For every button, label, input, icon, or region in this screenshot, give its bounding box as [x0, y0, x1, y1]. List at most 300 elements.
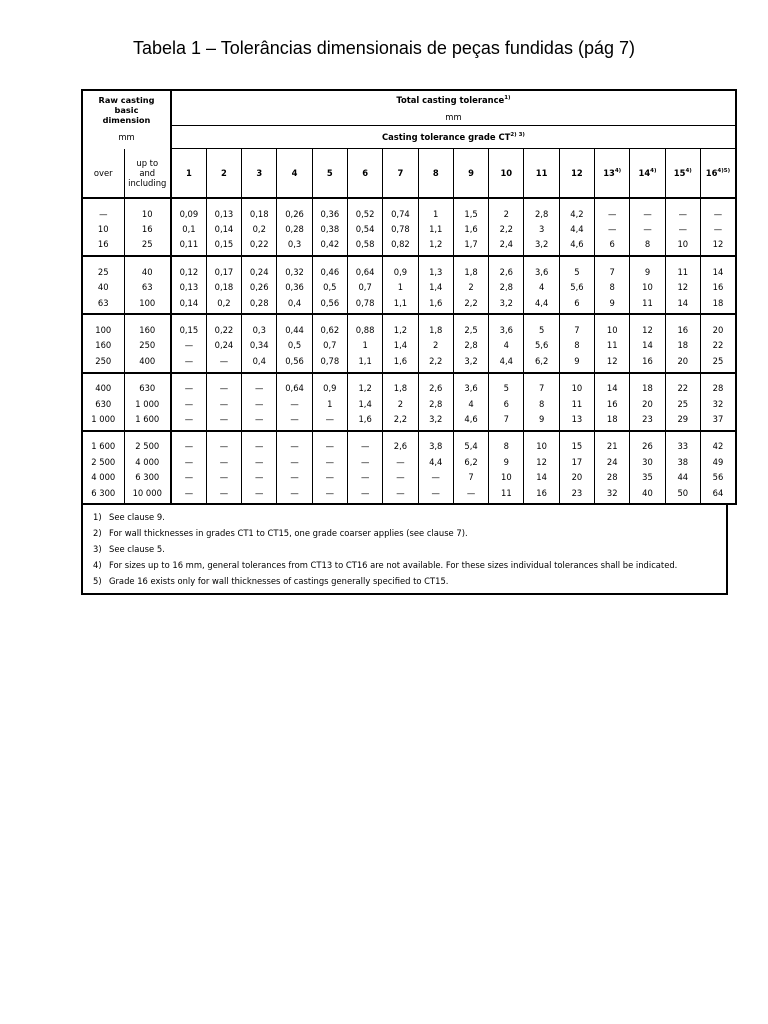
tolerance-cell: — — [206, 411, 241, 430]
tolerance-cell: — — [312, 469, 347, 484]
tolerance-cell: 1,6 — [383, 353, 418, 372]
tolerance-cell: 29 — [665, 411, 700, 430]
tolerance-cell: 2,4 — [489, 237, 524, 256]
tolerance-cell: 16 — [595, 396, 630, 411]
tolerance-cell: — — [242, 373, 277, 396]
tolerance-cell: 23 — [630, 411, 665, 430]
tolerance-cell: 0,22 — [242, 237, 277, 256]
tolerance-cell: 1,8 — [383, 373, 418, 396]
tolerance-cell: 4,4 — [524, 295, 559, 314]
tolerance-cell: 0,18 — [206, 280, 241, 295]
table-row — [82, 295, 736, 314]
tolerance-cell: 4 — [524, 280, 559, 295]
tolerance-cell: 6,2 — [453, 454, 488, 469]
grade-label: 4 — [291, 168, 298, 178]
dimension-over: 400 — [82, 373, 124, 396]
tolerance-cell: — — [171, 431, 206, 454]
footnote-number: 5) — [93, 576, 102, 587]
tolerance-cell: 0,11 — [171, 237, 206, 256]
tolerance-cell: 0,62 — [312, 314, 347, 337]
tolerance-cell: — — [171, 454, 206, 469]
dimension-over: 1 000 — [82, 411, 124, 430]
grade-label: 15 — [673, 168, 686, 178]
tolerance-cell: 12 — [665, 280, 700, 295]
tolerance-cell: 2,2 — [383, 411, 418, 430]
tolerance-sheet — [81, 89, 731, 595]
dimension-over: 630 — [82, 396, 124, 411]
tolerance-cell: — — [665, 198, 700, 221]
tolerance-cell: 4 — [453, 396, 488, 411]
tolerance-cell: 1,4 — [383, 338, 418, 353]
tolerance-cell: — — [206, 485, 241, 504]
tolerance-cell: 4,4 — [559, 221, 594, 236]
tolerance-cell: 11 — [630, 295, 665, 314]
tolerance-cell: — — [171, 373, 206, 396]
tolerance-cell: 8 — [559, 338, 594, 353]
footnotes — [81, 505, 728, 595]
tolerance-cell: 1,6 — [453, 221, 488, 236]
tolerance-cell: 1,1 — [418, 221, 453, 236]
dimension-over: 40 — [82, 280, 124, 295]
tolerance-cell: — — [206, 431, 241, 454]
tolerance-cell: 17 — [559, 454, 594, 469]
tolerance-cell: 2 — [383, 396, 418, 411]
dimension-over: 6 300 — [82, 485, 124, 504]
tolerance-cell: 0,64 — [347, 256, 382, 279]
tolerance-cell: 14 — [700, 256, 735, 279]
tolerance-cell: 1 — [312, 396, 347, 411]
ct-grade-header — [171, 126, 736, 149]
tolerance-cell: 0,26 — [242, 280, 277, 295]
tolerance-cell: 0,54 — [347, 221, 382, 236]
dimension-upto: 630 — [124, 373, 171, 396]
tolerance-cell: 1,1 — [347, 353, 382, 372]
tolerance-cell: 20 — [559, 469, 594, 484]
tolerance-cell: — — [242, 431, 277, 454]
table-row — [82, 256, 736, 279]
total-tolerance-label: Total casting tolerance — [396, 95, 505, 105]
tolerance-cell: 3,6 — [524, 256, 559, 279]
tolerance-cell: 1,4 — [347, 396, 382, 411]
footnote-item — [93, 541, 716, 557]
grade-label: 12 — [571, 168, 583, 178]
grade-label: 10 — [500, 168, 513, 178]
tolerance-cell: 13 — [559, 411, 594, 430]
grade-header-ct4 — [277, 149, 312, 199]
dimension-over: 1 600 — [82, 431, 124, 454]
tolerance-cell: 15 — [559, 431, 594, 454]
grade-label: 8 — [432, 168, 439, 178]
tolerance-cell: 2,8 — [418, 396, 453, 411]
tolerance-cell: — — [312, 454, 347, 469]
tolerance-cell: 0,44 — [277, 314, 312, 337]
tolerance-cell: 7 — [524, 373, 559, 396]
tolerance-cell: 0,14 — [206, 221, 241, 236]
tolerance-cell: 10 — [630, 280, 665, 295]
tolerance-cell: 0,2 — [206, 295, 241, 314]
ct-grade-label: Casting tolerance grade CT — [381, 132, 511, 142]
tolerance-cell: — — [171, 338, 206, 353]
tolerance-cell: 24 — [595, 454, 630, 469]
tolerance-cell: 12 — [524, 454, 559, 469]
tolerance-cell: 2,2 — [418, 353, 453, 372]
tolerance-cell: 11 — [559, 396, 594, 411]
tolerance-cell: 0,42 — [312, 237, 347, 256]
dimension-over: 16 — [82, 237, 124, 256]
grade-label: 7 — [397, 168, 404, 178]
table-row — [82, 280, 736, 295]
tolerance-cell: 56 — [700, 469, 735, 484]
tolerance-cell: 25 — [665, 396, 700, 411]
tolerance-cell: 4,6 — [559, 237, 594, 256]
tolerance-cell: 14 — [630, 338, 665, 353]
tolerance-cell: 10 — [489, 469, 524, 484]
tolerance-cell: — — [171, 353, 206, 372]
tolerance-cell: — — [242, 411, 277, 430]
footnote-text: For wall thicknesses in grades CT1 to CT15, one grade coarser applies (see clause 7). — [109, 528, 468, 539]
tolerance-cell: — — [277, 469, 312, 484]
dimension-over: 160 — [82, 338, 124, 353]
tolerance-cell: 3,2 — [453, 353, 488, 372]
tolerance-cell: 14 — [665, 295, 700, 314]
footnote-text: Grade 16 exists only for wall thicknesses of castings generally specified to CT15. — [109, 576, 449, 587]
tolerance-cell: 1,2 — [347, 373, 382, 396]
tolerance-cell: 1,7 — [453, 237, 488, 256]
raw-casting-unit: mm — [82, 126, 171, 149]
tolerance-cell: — — [418, 469, 453, 484]
tolerance-cell: — — [206, 454, 241, 469]
tolerance-cell: 0,4 — [242, 353, 277, 372]
tolerance-cell: — — [595, 221, 630, 236]
tolerance-cell: 0,12 — [171, 256, 206, 279]
table-row — [82, 431, 736, 454]
tolerance-cell: — — [206, 469, 241, 484]
tolerance-cell: 11 — [489, 485, 524, 504]
tolerance-cell: 2,6 — [383, 431, 418, 454]
tolerance-cell: 0,88 — [347, 314, 382, 337]
tolerance-cell: — — [347, 431, 382, 454]
tolerance-cell: — — [630, 198, 665, 221]
tolerance-cell: 4,2 — [559, 198, 594, 221]
tolerance-cell: 2,2 — [489, 221, 524, 236]
dimension-over: 250 — [82, 353, 124, 372]
tolerance-cell: — — [171, 485, 206, 504]
tolerance-cell: 0,9 — [383, 256, 418, 279]
tolerance-cell: 3,6 — [453, 373, 488, 396]
tolerance-cell: 2,6 — [418, 373, 453, 396]
tolerance-cell: 18 — [630, 373, 665, 396]
tolerance-cell: 10 — [665, 237, 700, 256]
tolerance-cell: — — [171, 469, 206, 484]
total-tolerance-footnote-ref: 1) — [504, 95, 511, 102]
tolerance-cell: 1,2 — [383, 314, 418, 337]
tolerance-cell: 0,78 — [347, 295, 382, 314]
tolerance-cell: 20 — [700, 314, 735, 337]
grade-label: 6 — [362, 168, 369, 178]
tolerance-cell: 1,8 — [418, 314, 453, 337]
tolerance-cell: 0,1 — [171, 221, 206, 236]
tolerance-cell: 3,6 — [489, 314, 524, 337]
footnote-item — [93, 509, 716, 525]
tolerance-cell: 16 — [630, 353, 665, 372]
grade-footnote-ref: 4) — [614, 168, 622, 175]
tolerance-cell: — — [312, 485, 347, 504]
tolerance-cell: 2,2 — [453, 295, 488, 314]
dimension-upto: 100 — [124, 295, 171, 314]
tolerance-cell: 1,2 — [418, 237, 453, 256]
tolerance-cell: — — [242, 454, 277, 469]
tolerance-cell: 5 — [489, 373, 524, 396]
tolerance-cell: 6 — [595, 237, 630, 256]
grade-header-ct13 — [595, 149, 630, 199]
tolerance-cell: 0,3 — [277, 237, 312, 256]
grade-footnote-ref: 4)5) — [717, 168, 731, 175]
tolerance-table — [81, 89, 737, 505]
tolerance-cell: — — [242, 485, 277, 504]
tolerance-cell: 32 — [595, 485, 630, 504]
tolerance-cell: — — [242, 469, 277, 484]
tolerance-cell: 0,74 — [383, 198, 418, 221]
tolerance-cell: 3,2 — [524, 237, 559, 256]
total-tolerance-header — [171, 90, 736, 109]
tolerance-cell: 0,13 — [171, 280, 206, 295]
grade-label: 16 — [705, 168, 718, 178]
dimension-upto: 16 — [124, 221, 171, 236]
upto-line-3: including — [128, 177, 167, 188]
tolerance-cell: 10 — [559, 373, 594, 396]
tolerance-cell: — — [347, 469, 382, 484]
grade-label: 14 — [638, 168, 651, 178]
upto-line-2: and — [139, 167, 156, 178]
tolerance-cell: 44 — [665, 469, 700, 484]
tolerance-cell: 12 — [700, 237, 735, 256]
tolerance-cell: 12 — [630, 314, 665, 337]
grade-header-ct2 — [206, 149, 241, 199]
tolerance-cell: 33 — [665, 431, 700, 454]
tolerance-cell: 26 — [630, 431, 665, 454]
grade-header-ct9 — [453, 149, 488, 199]
table-row — [82, 396, 736, 411]
dimension-upto: 2 500 — [124, 431, 171, 454]
tolerance-cell: 1,4 — [418, 280, 453, 295]
grade-header-ct15 — [665, 149, 700, 199]
tolerance-cell: 3 — [524, 221, 559, 236]
tolerance-cell: 21 — [595, 431, 630, 454]
tolerance-cell: 20 — [630, 396, 665, 411]
tolerance-cell: 1 — [347, 338, 382, 353]
tolerance-cell: 0,09 — [171, 198, 206, 221]
tolerance-cell: — — [171, 396, 206, 411]
tolerance-cell: 5,4 — [453, 431, 488, 454]
table-row — [82, 314, 736, 337]
tolerance-cell: 11 — [665, 256, 700, 279]
tolerance-cell: — — [665, 221, 700, 236]
tolerance-cell: 5 — [559, 256, 594, 279]
tolerance-cell: — — [277, 485, 312, 504]
tolerance-cell: 0,9 — [312, 373, 347, 396]
table-row — [82, 469, 736, 484]
tolerance-cell: — — [700, 198, 735, 221]
tolerance-cell: 2,8 — [524, 198, 559, 221]
dimension-upto: 250 — [124, 338, 171, 353]
dimension-upto: 400 — [124, 353, 171, 372]
tolerance-cell: 20 — [665, 353, 700, 372]
tolerance-cell: 8 — [524, 396, 559, 411]
tolerance-cell: 1,1 — [383, 295, 418, 314]
tolerance-cell: 28 — [700, 373, 735, 396]
footnote-number: 1) — [93, 512, 102, 523]
tolerance-cell: — — [277, 454, 312, 469]
table-row — [82, 373, 736, 396]
table-row — [82, 338, 736, 353]
page-title: Tabela 1 – Tolerâncias dimensionais de peças fundidas (pág 7) — [133, 38, 635, 58]
table-row — [82, 454, 736, 469]
tolerance-cell: 22 — [700, 338, 735, 353]
total-tolerance-unit: mm — [171, 109, 736, 126]
tolerance-cell: 28 — [595, 469, 630, 484]
tolerance-cell: — — [277, 396, 312, 411]
dimension-over: — — [82, 198, 124, 221]
grade-label: 11 — [535, 168, 548, 178]
tolerance-cell: 0,2 — [242, 221, 277, 236]
tolerance-cell: 8 — [630, 237, 665, 256]
raw-casting-line-2: basic — [114, 105, 139, 116]
upto-line-1: up to — [136, 157, 159, 168]
grade-header-ct5 — [312, 149, 347, 199]
tolerance-cell: — — [700, 221, 735, 236]
grade-label: 5 — [326, 168, 333, 178]
tolerance-cell: 8 — [489, 431, 524, 454]
tolerance-cell: 0,5 — [312, 280, 347, 295]
tolerance-cell: 32 — [700, 396, 735, 411]
table-row — [82, 411, 736, 430]
over-header: over — [82, 149, 124, 199]
tolerance-cell: 0,5 — [277, 338, 312, 353]
tolerance-cell: — — [206, 396, 241, 411]
tolerance-cell: 0,28 — [242, 295, 277, 314]
table-row — [82, 353, 736, 372]
table-row — [82, 237, 736, 256]
tolerance-cell: — — [277, 431, 312, 454]
tolerance-cell: 38 — [665, 454, 700, 469]
grade-label: 2 — [221, 168, 227, 178]
tolerance-cell: 0,36 — [312, 198, 347, 221]
tolerance-cell: 7 — [559, 314, 594, 337]
tolerance-cell: 14 — [524, 469, 559, 484]
grade-header-ct10 — [489, 149, 524, 199]
tolerance-cell: 0,14 — [171, 295, 206, 314]
dimension-over: 4 000 — [82, 469, 124, 484]
tolerance-cell: — — [171, 411, 206, 430]
tolerance-cell: 0,3 — [242, 314, 277, 337]
tolerance-cell: 0,56 — [277, 353, 312, 372]
tolerance-cell: 0,56 — [312, 295, 347, 314]
dimension-upto: 1 000 — [124, 396, 171, 411]
footnote-item — [93, 573, 716, 589]
dimension-over: 10 — [82, 221, 124, 236]
grade-header-ct16 — [700, 149, 735, 199]
tolerance-cell: 0,82 — [383, 237, 418, 256]
tolerance-cell: 10 — [524, 431, 559, 454]
dimension-upto: 25 — [124, 237, 171, 256]
tolerance-cell: — — [453, 485, 488, 504]
tolerance-cell: 0,78 — [312, 353, 347, 372]
tolerance-cell: — — [277, 411, 312, 430]
tolerance-cell: 50 — [665, 485, 700, 504]
tolerance-cell: — — [418, 485, 453, 504]
dimension-upto: 63 — [124, 280, 171, 295]
tolerance-cell: 0,28 — [277, 221, 312, 236]
tolerance-cell: 9 — [524, 411, 559, 430]
tolerance-cell: 1,6 — [347, 411, 382, 430]
raw-casting-line-3: dimension — [102, 115, 151, 126]
tolerance-cell: 0,22 — [206, 314, 241, 337]
dimension-over: 2 500 — [82, 454, 124, 469]
footnote-number: 3) — [93, 544, 102, 555]
grade-header-ct12 — [559, 149, 594, 199]
tolerance-cell: 18 — [595, 411, 630, 430]
tolerance-cell: 7 — [595, 256, 630, 279]
tolerance-cell: 0,36 — [277, 280, 312, 295]
tolerance-cell: 12 — [595, 353, 630, 372]
tolerance-cell: 2,8 — [489, 280, 524, 295]
tolerance-cell: — — [383, 485, 418, 504]
tolerance-cell: 2,6 — [489, 256, 524, 279]
tolerance-cell: 3,8 — [418, 431, 453, 454]
dimension-upto: 1 600 — [124, 411, 171, 430]
tolerance-cell: 5,6 — [559, 280, 594, 295]
raw-casting-header — [82, 90, 171, 126]
tolerance-cell: 14 — [595, 373, 630, 396]
tolerance-cell: — — [595, 198, 630, 221]
tolerance-cell: — — [206, 353, 241, 372]
tolerance-cell: 4,4 — [418, 454, 453, 469]
grade-header-ct7 — [383, 149, 418, 199]
tolerance-cell: 0,58 — [347, 237, 382, 256]
tolerance-cell: 23 — [559, 485, 594, 504]
grade-header-ct6 — [347, 149, 382, 199]
tolerance-cell: — — [312, 411, 347, 430]
raw-casting-line-1: Raw casting — [98, 95, 155, 106]
grade-label: 3 — [256, 168, 263, 178]
tolerance-cell: 18 — [700, 295, 735, 314]
tolerance-cell: 8 — [595, 280, 630, 295]
tolerance-cell: 42 — [700, 431, 735, 454]
ct-grade-footnote-ref: 2) 3) — [510, 132, 525, 139]
tolerance-cell: 16 — [700, 280, 735, 295]
tolerance-cell: 0,15 — [171, 314, 206, 337]
tolerance-cell: 9 — [489, 454, 524, 469]
tolerance-cell: 0,46 — [312, 256, 347, 279]
tolerance-cell: 10 — [595, 314, 630, 337]
tolerance-cell: 9 — [559, 353, 594, 372]
tolerance-cell: 1,6 — [418, 295, 453, 314]
dimension-upto: 160 — [124, 314, 171, 337]
tolerance-cell: 1,5 — [453, 198, 488, 221]
tolerance-cell: 0,24 — [242, 256, 277, 279]
tolerance-cell: — — [242, 396, 277, 411]
grade-label: 13 — [603, 168, 615, 178]
dimension-over: 100 — [82, 314, 124, 337]
tolerance-cell: 9 — [595, 295, 630, 314]
footnote-item — [93, 525, 716, 541]
dimension-upto: 4 000 — [124, 454, 171, 469]
tolerance-cell: — — [206, 373, 241, 396]
tolerance-cell: — — [347, 485, 382, 504]
tolerance-cell: 16 — [665, 314, 700, 337]
tolerance-cell: — — [383, 469, 418, 484]
tolerance-cell: 40 — [630, 485, 665, 504]
